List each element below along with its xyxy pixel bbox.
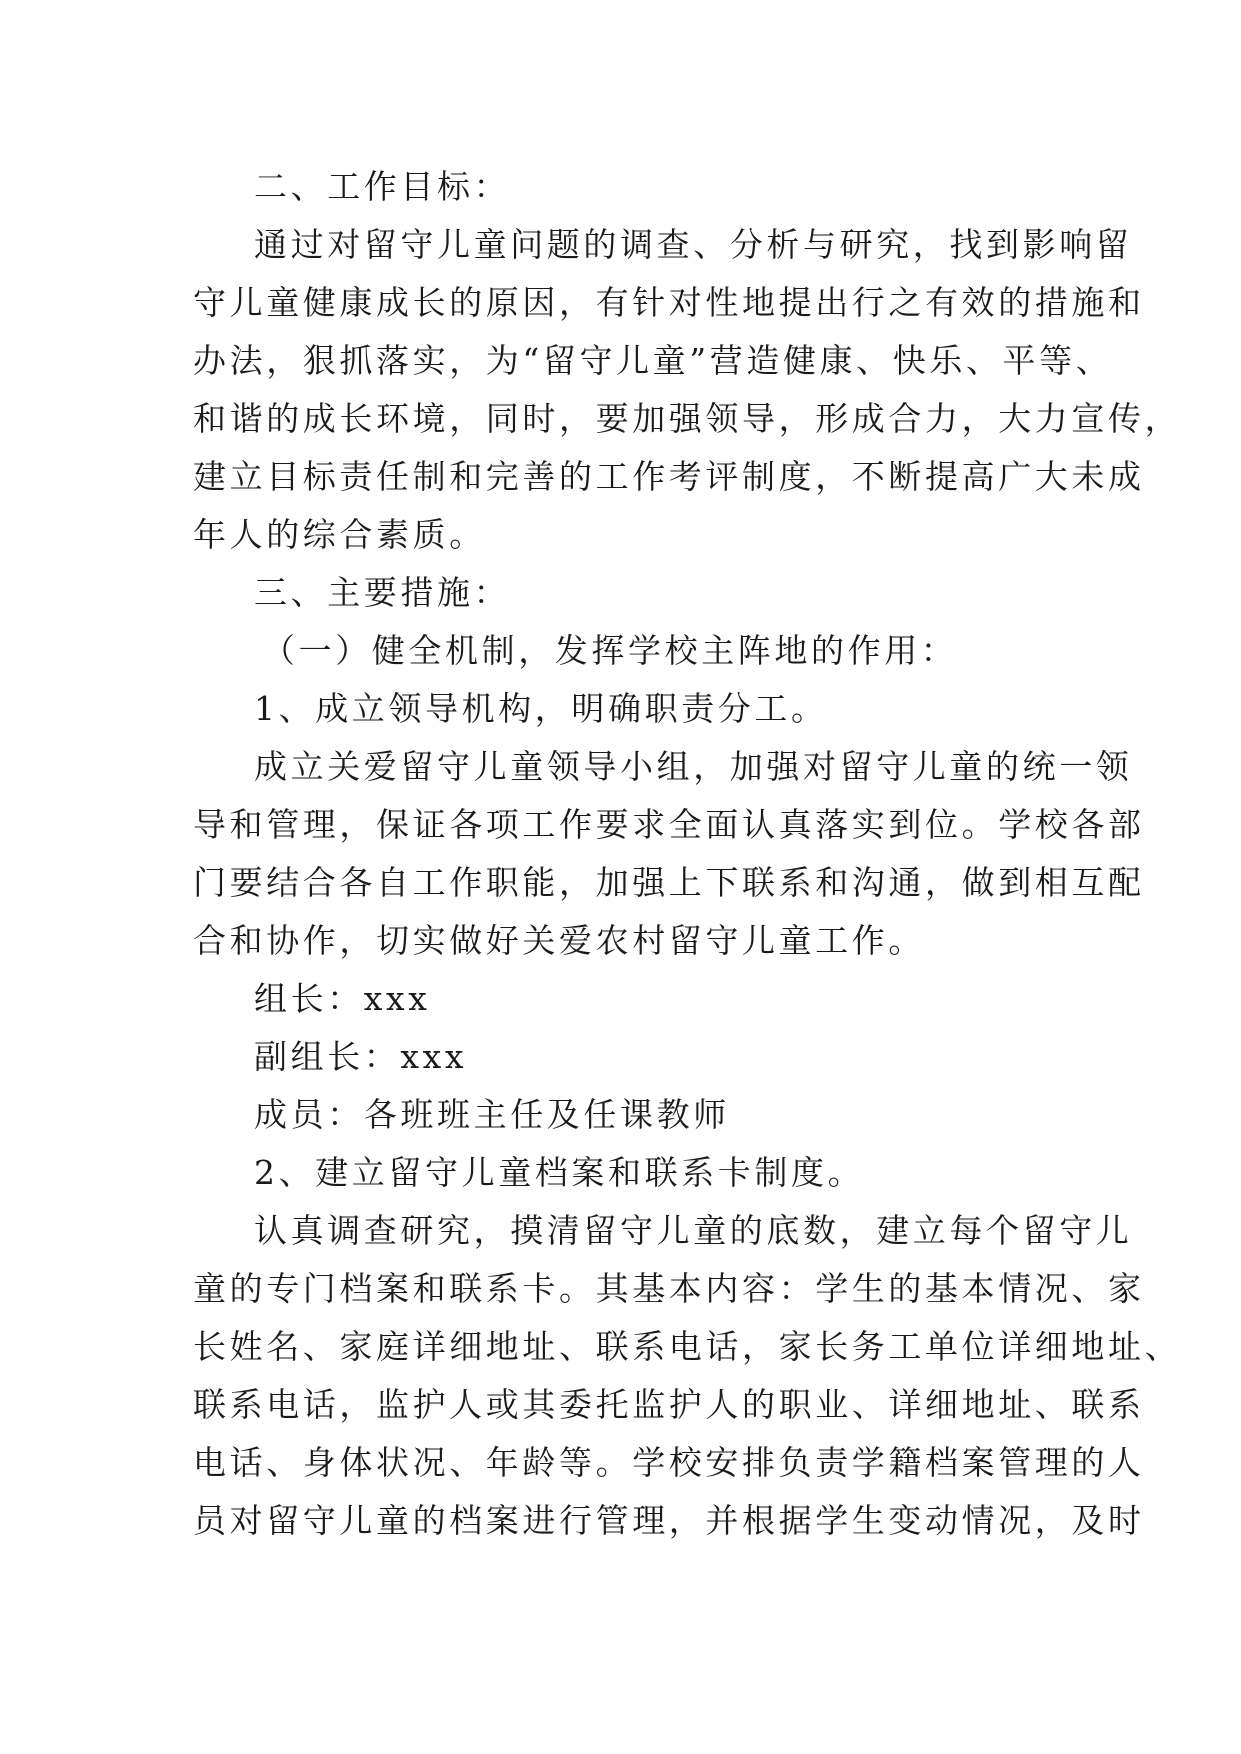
item-heading-1: 1、成立领导机构，明确职责分工。 <box>254 689 828 728</box>
paragraph-line: 童的专门档案和联系卡。其基本内容：学生的基本情况、家 <box>193 1269 1145 1308</box>
paragraph-line: 建立目标责任制和完善的工作考评制度，不断提高广大未成 <box>193 457 1145 496</box>
section-heading-measures: 三、主要措施： <box>254 573 511 612</box>
paragraph-line: 通过对留守儿童问题的调查、分析与研究，找到影响留 <box>254 225 1133 264</box>
paragraph-line: 员对留守儿童的档案进行管理，并根据学生变动情况，及时 <box>193 1501 1145 1540</box>
deputy-leader-line: 副组长：xxx <box>254 1037 468 1076</box>
paragraph-line: 门要结合各自工作职能，加强上下联系和沟通，做到相互配 <box>193 863 1145 902</box>
paragraph-line: 年人的综合素质。 <box>193 515 486 554</box>
subsection-heading: （一）健全机制，发挥学校主阵地的作用： <box>262 631 958 670</box>
paragraph-line: 合和协作，切实做好关爱农村留守儿童工作。 <box>193 921 925 960</box>
paragraph-line: 联系电话，监护人或其委托监护人的职业、详细地址、联系 <box>193 1385 1145 1424</box>
paragraph-line: 认真调查研究，摸清留守儿童的底数，建立每个留守儿 <box>254 1211 1133 1250</box>
paragraph-line: 长姓名、家庭详细地址、联系电话，家长务工单位详细地址、 <box>193 1327 1182 1366</box>
paragraph-line: 导和管理，保证各项工作要求全面认真落实到位。学校各部 <box>193 805 1145 844</box>
leader-line: 组长：xxx <box>254 979 431 1018</box>
item-heading-2: 2、建立留守儿童档案和联系卡制度。 <box>254 1153 865 1192</box>
paragraph-line: 办法，狠抓落实，为“留守儿童”营造健康、快乐、平等、 <box>193 341 1113 380</box>
paragraph-line: 守儿童健康成长的原因，有针对性地提出行之有效的措施和 <box>193 283 1145 322</box>
section-heading-goals: 二、工作目标： <box>254 167 511 206</box>
paragraph-line: 电话、身体状况、年龄等。学校安排负责学籍档案管理的人 <box>193 1443 1145 1482</box>
paragraph-line: 成立关爱留守儿童领导小组，加强对留守儿童的统一领 <box>254 747 1133 786</box>
paragraph-line: 和谐的成长环境，同时，要加强领导，形成合力，大力宣传， <box>193 399 1182 438</box>
members-line: 成员：各班班主任及任课教师 <box>254 1095 730 1134</box>
